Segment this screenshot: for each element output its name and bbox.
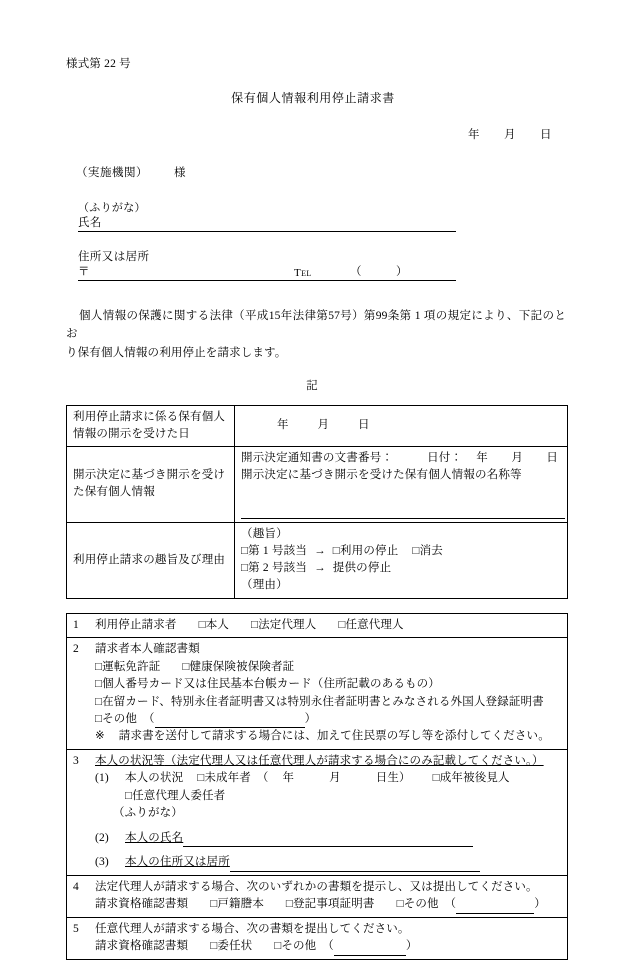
item4-label: 法定代理人が請求する場合、次のいずれかの書類を提示し、又は提出してください。	[95, 880, 538, 893]
item4-heading	[73, 879, 563, 896]
checkbox-power-of-attorney[interactable]: □	[210, 940, 218, 953]
identity-doc-row-3	[73, 694, 563, 711]
voluntary-rep-doc-row	[73, 938, 563, 955]
table-row-legal-rep-documents	[67, 875, 568, 917]
addressee-line	[66, 164, 568, 180]
identity-doc-row-1	[73, 659, 563, 676]
furigana-label: （ふりがな）	[78, 201, 146, 214]
item3-furigana-label: （ふりがな）	[113, 807, 183, 820]
notice-date-label: 日付：	[427, 452, 463, 465]
legal-rep-other-paren-close: ）	[534, 898, 546, 911]
notice-date-value: 年 月 日	[476, 452, 559, 465]
note-mark-icon: ※	[95, 730, 105, 743]
item2-note-row	[73, 728, 563, 745]
registered-matters-cert-label: 登記事項証明書	[293, 898, 375, 911]
checklist-table	[66, 613, 568, 960]
statutory-basis-paragraph	[66, 307, 568, 363]
item2-label: 請求者本人確認書類	[95, 643, 200, 656]
principal-name-writein[interactable]	[183, 834, 473, 847]
principal-status-row	[73, 770, 563, 787]
identity-other-label: その他 （	[102, 713, 155, 726]
item3-number: 3	[73, 754, 79, 767]
table-row-identity-documents	[67, 638, 568, 750]
applicant-name-label: 氏名	[78, 216, 102, 229]
item5-heading	[73, 921, 563, 938]
voluntary-rep-other-paren-close: ）	[405, 940, 418, 953]
cell-identity-documents[interactable]	[67, 638, 568, 750]
form-number: 様式第 22 号	[66, 58, 131, 70]
ki-marker: 記	[306, 379, 318, 392]
cell-voluntary-rep-documents[interactable]	[67, 917, 568, 959]
purpose-label: （趣旨）	[241, 527, 288, 540]
checkbox-drivers-license[interactable]: □	[95, 660, 103, 673]
arrow-icon-item1: →	[314, 544, 326, 557]
notice-document-number-label: 開示決定通知書の文書番号：	[241, 452, 394, 465]
principal-name-row[interactable]	[73, 830, 563, 847]
item3-sub1-label: 本人の状況	[125, 772, 184, 785]
item5-doc-label: 請求資格確認書類	[95, 940, 189, 953]
checkbox-health-insurance-card[interactable]: □	[182, 660, 190, 673]
table-row-principal-status	[67, 749, 568, 875]
cell-disclosed-info[interactable]	[235, 447, 568, 523]
checkbox-item1-opt2[interactable]: □	[412, 544, 420, 557]
principal-address-row[interactable]	[73, 854, 563, 871]
item3-label: 本人の状況等	[95, 754, 165, 767]
voluntary-delegator-row	[73, 788, 563, 805]
table-row-voluntary-rep-documents	[67, 917, 568, 959]
checkbox-residence-card[interactable]: □	[95, 695, 103, 708]
telephone-label: Tel	[294, 266, 312, 279]
voluntary-rep-other-label: その他 （	[281, 940, 334, 953]
purpose-item1-label: 第 1 号該当	[248, 544, 308, 557]
power-of-attorney-label: 委任状	[217, 940, 253, 953]
health-insurance-card-label: 健康保険被保険者証	[189, 660, 295, 673]
row-header-disclosure-date: 利用停止請求に係る保有個人情報の開示を受けた日	[67, 405, 235, 447]
item3-sub2-number: (2)	[95, 831, 109, 844]
row-header-purpose-reason: 利用停止請求の趣旨及び理由	[67, 522, 235, 598]
reason-label: （理由）	[241, 579, 288, 592]
purpose-item2-result-label: 提供の停止	[332, 562, 392, 575]
cell-requester-type[interactable]	[67, 613, 568, 637]
item2-note-text: 請求書を送付して請求する場合には、加えて住民票の写し等を添付してください。	[118, 730, 550, 743]
item5-label: 任意代理人が請求する場合、次の書類を提出してください。	[95, 922, 410, 935]
postal-code-symbol: 〒	[78, 265, 90, 278]
checkbox-identity-other[interactable]: □	[95, 713, 103, 726]
checkbox-family-register[interactable]: □	[210, 898, 218, 911]
checkbox-minor[interactable]: □	[197, 772, 205, 785]
checkbox-adult-ward[interactable]: □	[432, 772, 440, 785]
my-number-card-label: 個人番号カード又は住民基本台帳カード（住所記載のあるもの）	[102, 678, 440, 691]
row-header-disclosed-info: 開示決定に基づき開示を受けた保有個人情報	[67, 447, 235, 523]
checkbox-legal-rep-other[interactable]: □	[396, 898, 404, 911]
identity-doc-row-2	[73, 676, 563, 693]
applicant-name-field[interactable]	[78, 216, 456, 232]
disclosure-date-value: 年 月 日	[277, 419, 372, 432]
item3-sub3-number: (3)	[95, 856, 109, 869]
requester-voluntary-rep-label: 任意代理人	[345, 618, 404, 631]
checkbox-my-number-card[interactable]: □	[95, 678, 103, 691]
requester-legal-rep-label: 法定代理人	[258, 618, 317, 631]
legal-rep-other-label: その他 （	[403, 898, 457, 911]
drivers-license-label: 運転免許証	[102, 660, 161, 673]
cell-principal-status[interactable]	[67, 749, 568, 875]
voluntary-rep-other-writein[interactable]	[334, 955, 406, 956]
applicant-identity-block	[66, 199, 568, 281]
applicant-address-field[interactable]	[78, 265, 456, 281]
item3-sub1-number: (1)	[95, 772, 109, 785]
family-register-label: 戸籍謄本	[217, 898, 264, 911]
identity-doc-row-4	[73, 711, 563, 728]
checkbox-requester-legal-rep[interactable]: □	[250, 618, 259, 631]
purpose-option-item1-row	[241, 543, 562, 560]
addressee-honorific: 様	[174, 166, 186, 179]
document-title: 保有個人情報利用停止請求書	[231, 90, 395, 105]
principal-address-writein[interactable]	[230, 859, 480, 872]
checkbox-voluntary-delegator[interactable]: □	[125, 789, 133, 802]
checkbox-item2[interactable]: □	[241, 562, 249, 575]
telephone-paren-open: （	[350, 265, 362, 278]
table-row-disclosure-date	[67, 405, 568, 447]
disclosed-info-name-label: 開示決定に基づき開示を受けた保有個人情報の名称等	[241, 469, 522, 482]
item2-heading	[73, 641, 563, 658]
submission-date-line: 年 月 日	[468, 128, 552, 141]
item4-doc-label: 請求資格確認書類	[95, 898, 189, 911]
residence-card-label: 在留カード、特別永住者証明書又は特別永住者証明書とみなされる外国人登録証明書	[102, 695, 544, 708]
item1-label: 利用停止請求者	[95, 618, 177, 631]
item5-number: 5	[73, 922, 79, 935]
voluntary-delegator-label: 任意代理人委任者	[132, 789, 226, 802]
legal-rep-other-writein[interactable]	[456, 913, 534, 914]
item2-number: 2	[73, 643, 79, 656]
checkbox-registered-matters-cert[interactable]: □	[285, 898, 294, 911]
table-row-disclosed-info	[67, 447, 568, 523]
item3-heading	[73, 753, 563, 770]
minor-label: 未成年者 （	[204, 772, 269, 785]
arrow-icon-item2: →	[314, 562, 326, 575]
cell-legal-rep-documents[interactable]	[67, 875, 568, 917]
item3-label-note: （法定代理人又は任意代理人が請求する場合にのみ記載してください。）	[164, 754, 544, 767]
cell-disclosure-date[interactable]	[235, 405, 568, 447]
legal-rep-doc-row	[73, 896, 563, 913]
item1-number: 1	[73, 618, 79, 631]
purpose-item1-opt1-label: 利用の停止	[339, 544, 399, 557]
checkbox-requester-self[interactable]: □	[198, 618, 206, 631]
identity-other-paren-close: ）	[304, 713, 317, 726]
statute-line-1: 個人情報の保護に関する法律（平成15年法律第57号）第99条第 1 項の規定により、下記のとお	[66, 309, 566, 341]
purpose-item1-opt2-label: 消去	[419, 544, 443, 557]
checkbox-item1-opt1[interactable]: □	[332, 544, 340, 557]
disclosed-info-writein-line[interactable]	[241, 505, 565, 519]
item3-sub3-label: 本人の住所又は居所	[125, 856, 230, 869]
notice-document-number-line	[241, 450, 562, 467]
checkbox-voluntary-rep-other[interactable]: □	[274, 940, 282, 953]
statute-line-2: り保有個人情報の利用停止を請求します。	[66, 347, 287, 360]
checkbox-requester-voluntary-rep[interactable]: □	[338, 618, 346, 631]
checkbox-item1[interactable]: □	[241, 544, 249, 557]
disclosure-details-table	[66, 405, 568, 599]
cell-purpose-reason[interactable]	[235, 522, 568, 598]
purpose-option-item2-row	[241, 560, 562, 577]
adult-ward-label: 成年被後見人	[439, 772, 510, 785]
requester-self-label: 本人	[205, 618, 229, 631]
purpose-item2-label: 第 2 号該当	[248, 562, 308, 575]
telephone-paren-close: ）	[396, 265, 408, 278]
applicant-address-label: 住所又は居所	[78, 250, 150, 263]
item4-number: 4	[73, 880, 79, 893]
addressee-organization: （実施機関）	[76, 166, 148, 179]
table-row-purpose-reason	[67, 522, 568, 598]
item3-sub2-label: 本人の氏名	[125, 831, 184, 844]
minor-birthdate-fields: 年 月 日生）	[282, 772, 411, 785]
table-row-requester-type	[67, 613, 568, 637]
